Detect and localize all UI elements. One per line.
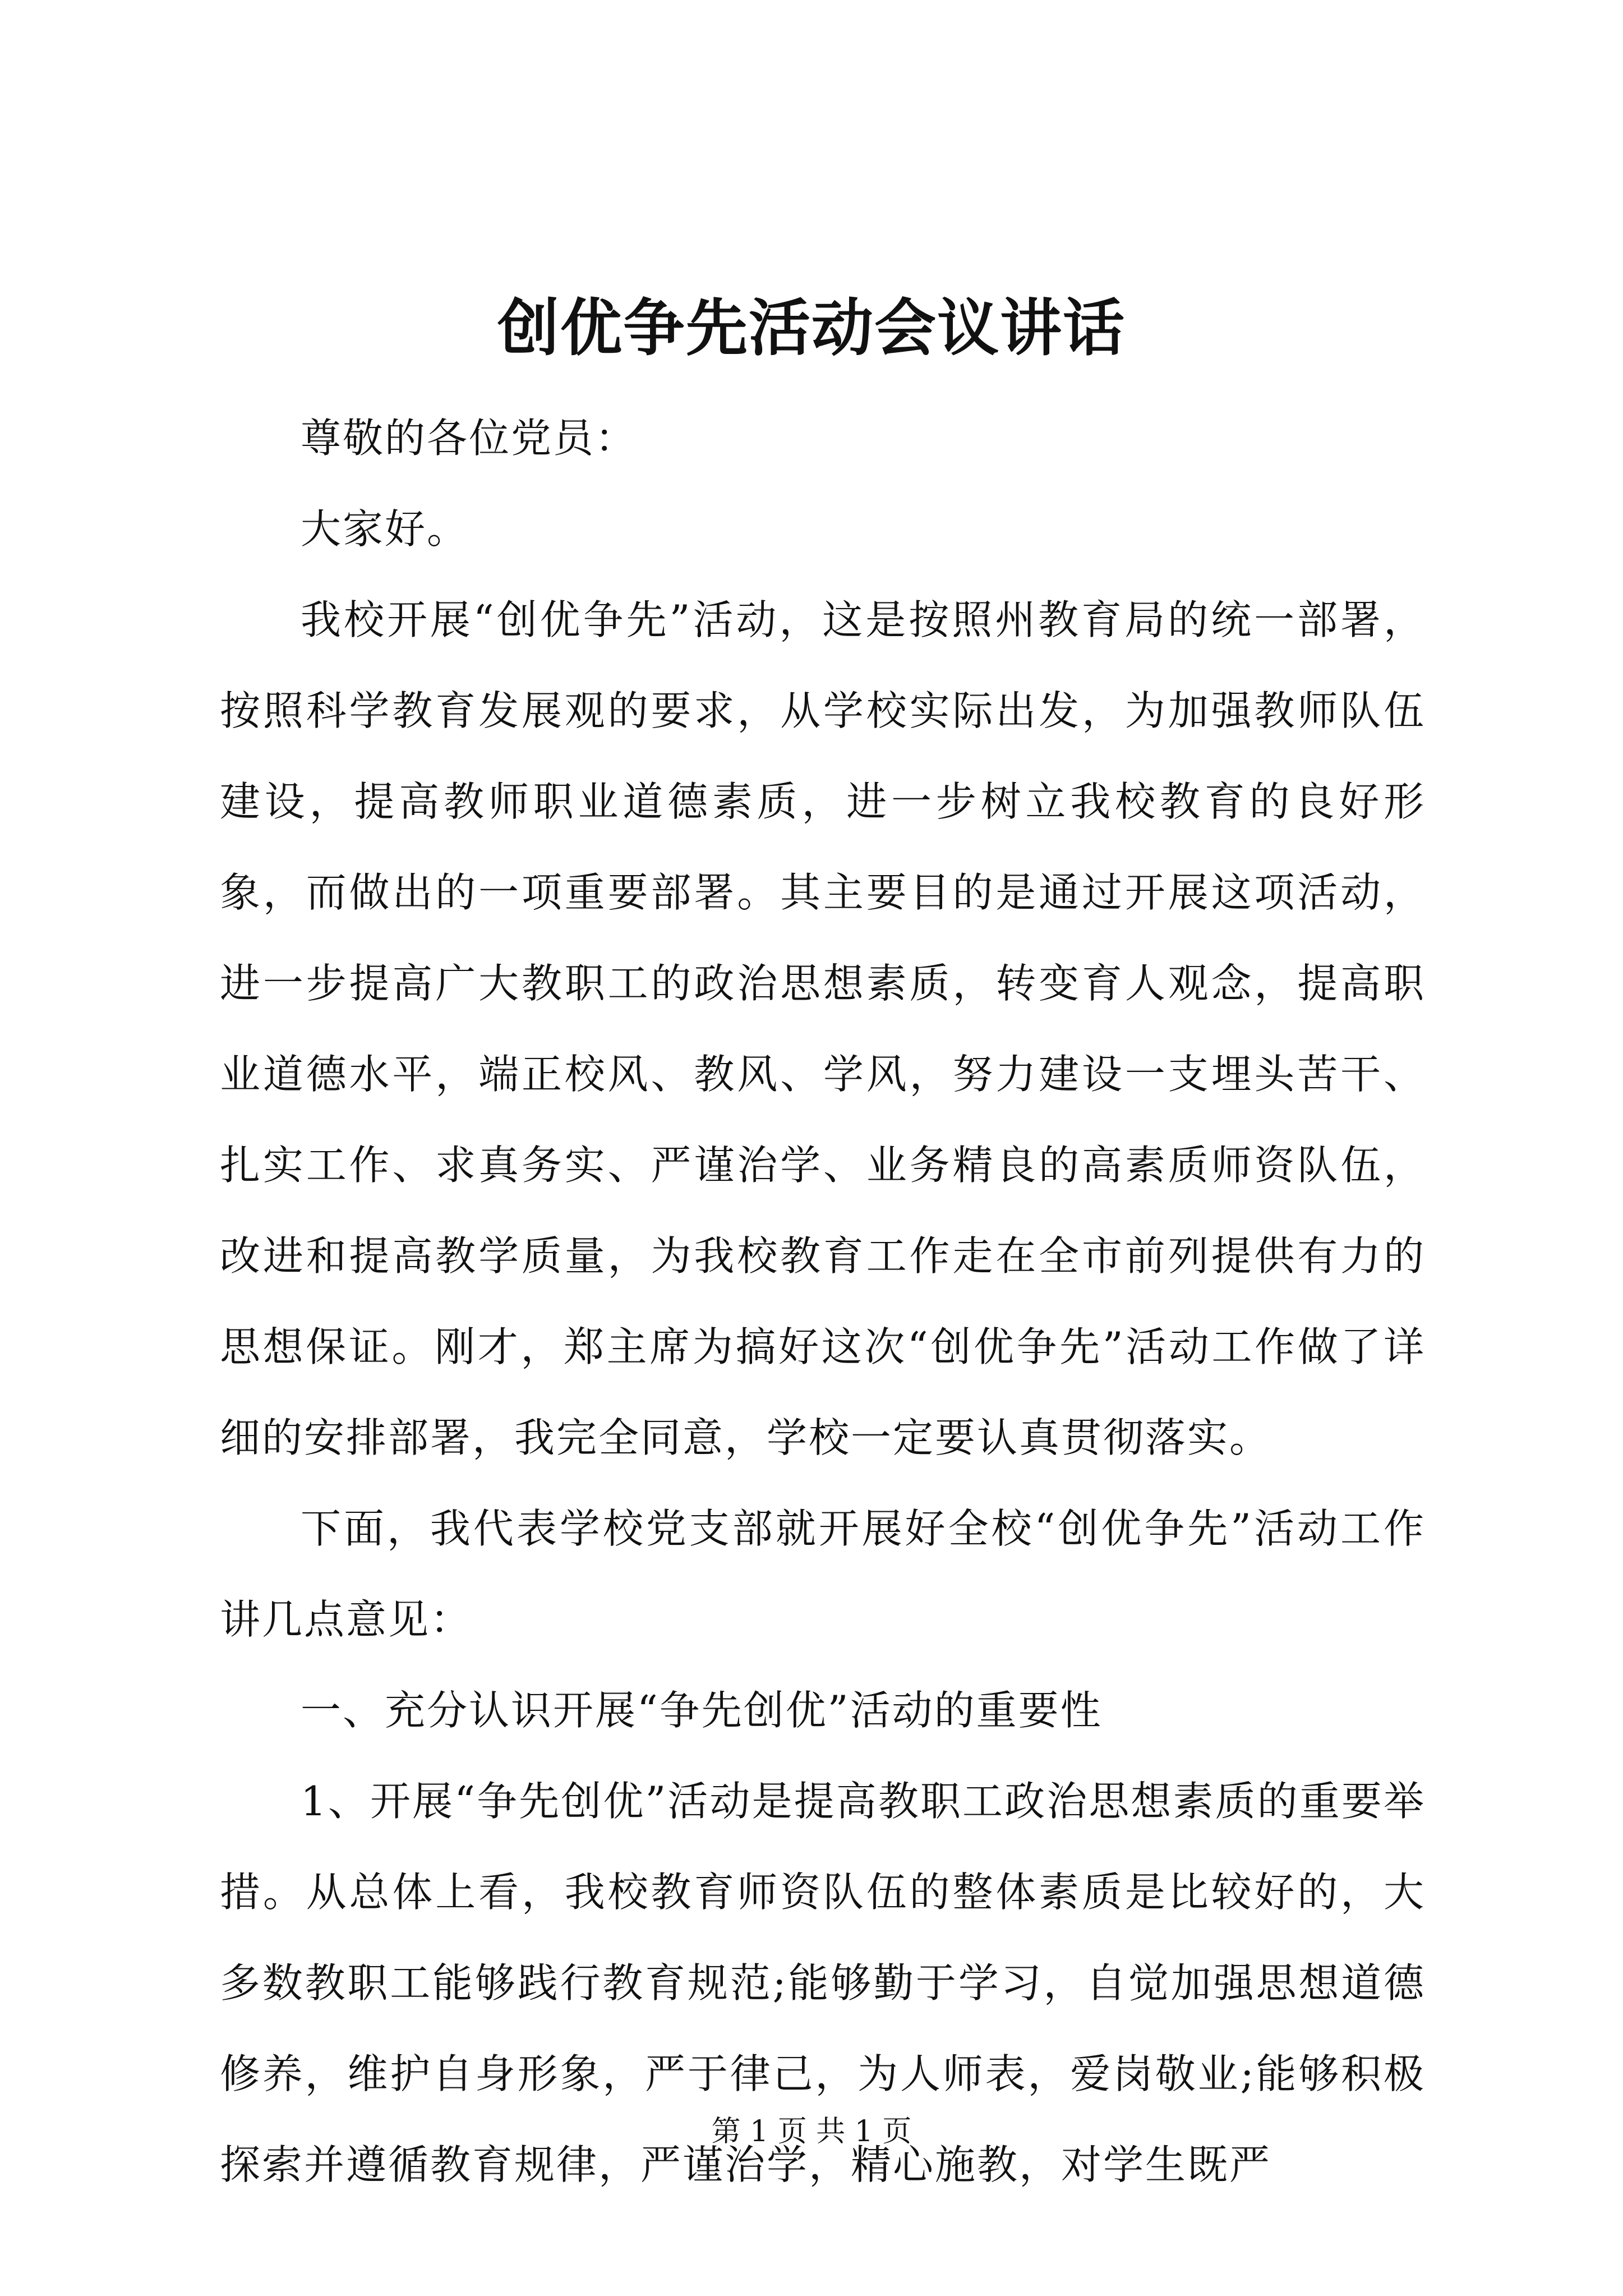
salutation: 尊敬的各位党员：: [301, 415, 638, 462]
section-heading-1: 一、充分认识开展“争先创优”活动的重要性: [301, 1687, 1103, 1734]
paragraph-point-1: 1、开展“争先创优”活动是提高教职工政治思想素质的重要举措。从总体上看，我校教育师资队伍的整体素质是比较好的，大多数教职工能够践行教育规范;能够勤于学习，自觉加强思想道德修养，维护自身形象，严于律己，为人师表，爱岗敬业;能够积极探索并遵循教育规律，严谨治学，精心施教，对学生既严: [220, 1778, 1426, 2188]
document-body: [220, 393, 1426, 2210]
greeting: 大家好。: [301, 505, 469, 553]
document-title: 创优争先活动会议讲话: [497, 292, 1126, 364]
page-footer: 第 1 页 共 1 页: [711, 2115, 912, 2148]
paragraph-opinions: 下面，我代表学校党支部就开展好全校“创优争先”活动工作讲几点意见：: [220, 1505, 1426, 1643]
paragraph-intro: 我校开展“创优争先”活动，这是按照州教育局的统一部署，按照科学教育发展观的要求，从学校实际出发，为加强教师队伍建设，提高教师职业道德素质，进一步树立我校教育的良好形象，而做出的一项重要部署。其主要目的是通过开展这项活动，进一步提高广大教职工的政治思想素质，转变育人观念，提高职业道德水平，端正校风、教风、学风，努力建设一支埋头苦干、扎实工作、求真务实、严谨治学、业务精良的高素质师资队伍，改进和提高教学质量，为我校教育工作走在全市前列提供有力的思想保证。刚才，郑主席为搞好这次“创优争先”活动工作做了详细的安排部署，我完全同意，学校一定要认真贯彻落实。: [220, 596, 1426, 1461]
